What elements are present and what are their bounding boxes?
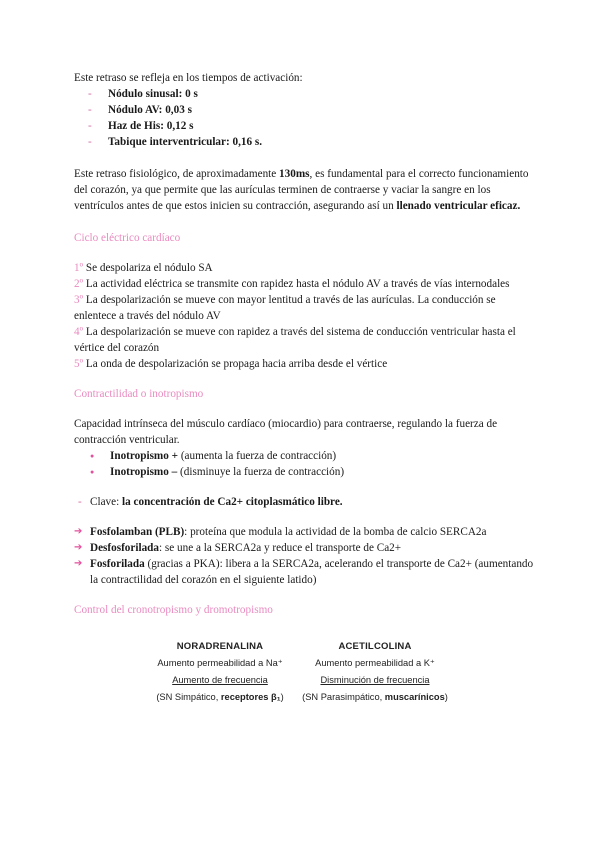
intro-text: Este retraso se refleja en los tiempos de activación: xyxy=(74,72,303,84)
arrow-right-icon: ➔ xyxy=(74,526,83,537)
list-item: 2º La actividad eléctrica se transmite con rapidez hasta el nódulo AV a través de vías internodales xyxy=(74,278,510,290)
figure-line: (SN Simpático, receptores β₁) xyxy=(156,692,284,702)
inotropismo-list xyxy=(74,448,534,480)
figure-line: Aumento permeabilidad a Na⁺ xyxy=(157,658,283,668)
noradrenalina-column xyxy=(150,638,290,706)
list-item: ● Inotropismo – (disminuye la fuerza de contracción) xyxy=(74,464,534,480)
list-item: 1º Se despolariza el nódulo SA xyxy=(74,262,213,274)
figure-line: Aumento de frecuencia xyxy=(172,675,268,685)
figure-title: NORADRENALINA xyxy=(176,641,264,652)
list-item: 3º La despolarización se mueve con mayor lentitud a través de las aurículas. La conducción se enlentece a través del nódulo AV xyxy=(74,294,496,322)
neurotransmitter-figure xyxy=(150,638,470,718)
list-item: - Nódulo AV: 0,03 s xyxy=(74,102,534,118)
figure-line: Disminución de frecuencia xyxy=(320,675,430,685)
acetilcolina-column xyxy=(300,638,450,706)
heading-control: Control del cronotropismo y dromotropismo xyxy=(74,604,273,616)
delay-paragraph: Este retraso fisiológico, de aproximadamente 130ms, es fundamental para el correcto funcionamiento del corazón, ya que permite que las aurículas terminen de contraerse y vaciar la sangre en los ventrículos antes de que estos inicien su contracción, asegurando así un llenado ventricular eficaz. xyxy=(74,168,529,212)
figure-title: ACETILCOLINA xyxy=(338,641,412,652)
arrow-right-icon: ➔ xyxy=(74,542,83,553)
list-item: ➔ Fosfolamban (PLB): proteína que modula la actividad de la bomba de calcio SERCA2a xyxy=(74,526,487,538)
activation-times-list xyxy=(74,86,534,150)
document-page xyxy=(74,70,534,618)
heading-contractilidad: Contractilidad o inotropismo xyxy=(74,388,204,400)
list-item: 5º La onda de despolarización se propaga hacia arriba desde el vértice xyxy=(74,358,388,370)
contractilidad-intro: Capacidad intrínseca del músculo cardíaco (miocardio) para contraerse, regulando la fuerza de contracción ventricular. xyxy=(74,418,498,446)
list-item: 4º La despolarización se mueve con rapidez a través del sistema de conducción ventricular hasta el vértice del corazón xyxy=(74,326,516,354)
list-item: ➔ Desfosforilada: se une a la SERCA2a y reduce el transporte de Ca2+ xyxy=(74,542,402,554)
list-item: - Nódulo sinusal: 0 s xyxy=(74,86,534,102)
clave-line: - Clave: la concentración de Ca2+ citoplasmático libre. xyxy=(78,496,343,508)
fosfolamban-list xyxy=(74,524,534,588)
list-item: ● Inotropismo + (aumenta la fuerza de contracción) xyxy=(74,448,534,464)
figure-line: (SN Parasimpático, muscarínicos) xyxy=(302,692,448,702)
steps-list xyxy=(74,260,534,372)
heading-ciclo: Ciclo eléctrico cardíaco xyxy=(74,232,181,244)
figure-line: Aumento permeabilidad a K⁺ xyxy=(315,658,435,668)
list-item: ➔ Fosforilada (gracias a PKA): libera a la SERCA2a, acelerando el transporte de Ca2+ (aumentando la contractilidad del corazón en el siguiente latido) xyxy=(74,558,534,586)
list-item: - Tabique interventricular: 0,16 s. xyxy=(74,134,534,150)
arrow-right-icon: ➔ xyxy=(74,558,83,569)
dash-icon: - xyxy=(78,496,82,508)
list-item: - Haz de His: 0,12 s xyxy=(74,118,534,134)
